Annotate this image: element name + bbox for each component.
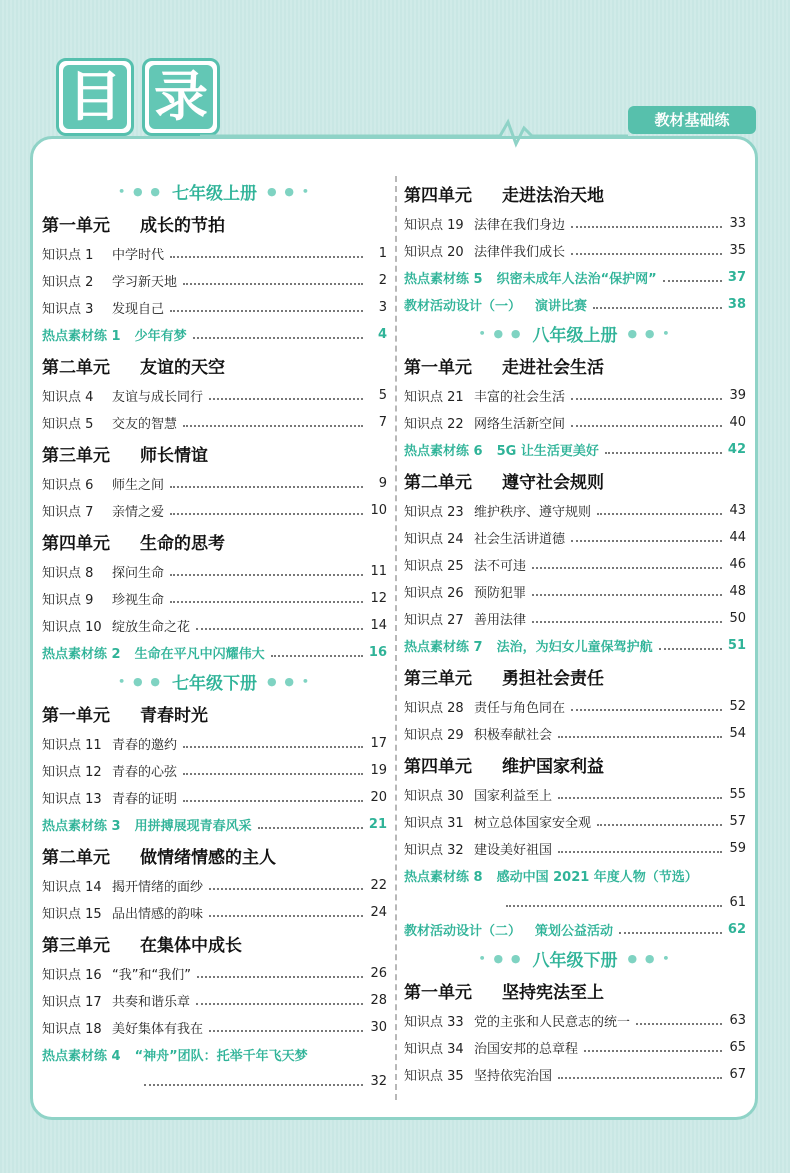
toc-entry[interactable] <box>42 757 387 784</box>
decorative-dots: ● ● • <box>627 326 672 340</box>
title-box <box>56 58 134 136</box>
leader-dots <box>663 280 722 282</box>
unit-heading <box>42 524 387 558</box>
leader-dots <box>170 310 363 312</box>
entry-title: 建设美好祖国 <box>474 843 553 858</box>
toc-entry[interactable] <box>404 808 746 835</box>
toc-entry[interactable] <box>42 267 387 294</box>
leader-dots <box>183 800 363 802</box>
leader-dots <box>209 915 363 917</box>
entry-title: 善用法律 <box>474 613 527 628</box>
leader-dots <box>532 567 722 569</box>
leader-dots <box>571 398 722 400</box>
entry-title: 丰富的社会生活 <box>474 390 566 405</box>
entry-label: 知识点 13 <box>42 792 102 807</box>
page-number: 4 <box>377 327 387 342</box>
toc-entry[interactable] <box>404 578 746 605</box>
entry-title: 品出情感的韵味 <box>112 907 204 922</box>
leader-dots <box>597 513 722 515</box>
leader-dots <box>593 307 722 309</box>
entry-label: 知识点 19 <box>404 218 464 233</box>
page-number: 22 <box>370 878 387 893</box>
toc-entry[interactable] <box>42 240 387 267</box>
entry-title: 交友的智慧 <box>112 417 178 432</box>
toc-entry-highlight[interactable] <box>404 862 746 889</box>
entry-title: 青春的邀约 <box>112 738 178 753</box>
toc-entry-continuation[interactable] <box>42 1068 387 1095</box>
unit-number: 第二单元 <box>404 472 472 493</box>
page-number: 1 <box>378 246 387 261</box>
entry-title: 网络生活新空间 <box>474 417 566 432</box>
entry-title: 维护秩序、遵守规则 <box>474 505 592 520</box>
page-number: 59 <box>729 841 746 856</box>
decorative-dots: • ● ● <box>478 326 523 340</box>
entry-label: 知识点 25 <box>404 559 464 574</box>
unit-number: 第三单元 <box>404 668 472 689</box>
toc-entry[interactable] <box>42 960 387 987</box>
page-number: 43 <box>729 503 746 518</box>
entry-title: 感动中国 2021 年度人物（节选） <box>496 870 698 885</box>
entry-label: 知识点 9 <box>42 593 94 608</box>
entry-label: 知识点 30 <box>404 789 464 804</box>
entry-label: 知识点 22 <box>404 417 464 432</box>
page-number: 7 <box>378 415 387 430</box>
leader-dots <box>170 601 363 603</box>
leader-dots <box>193 337 363 339</box>
entry-label: 热点素材练 3 <box>42 819 121 834</box>
grade-title: 八年级上册 <box>532 325 618 346</box>
entry-title: 社会生活讲道德 <box>474 532 566 547</box>
page-number: 38 <box>727 297 746 312</box>
page-number: 42 <box>727 442 746 457</box>
entry-title: 友谊与成长同行 <box>112 390 204 405</box>
title-char: 目 <box>63 65 127 129</box>
toc-entry-highlight[interactable] <box>404 291 746 318</box>
page-number: 46 <box>729 557 746 572</box>
entry-title: “神舟”团队：托举千年飞天梦 <box>134 1049 308 1064</box>
entry-label: 知识点 21 <box>404 390 464 405</box>
leader-dots <box>209 398 363 400</box>
toc-column-left <box>42 176 387 1095</box>
page-number: 30 <box>370 1020 387 1035</box>
toc-entry[interactable] <box>42 987 387 1014</box>
toc-entry[interactable] <box>42 872 387 899</box>
entry-title: 5G 让生活更美好 <box>496 444 599 459</box>
page-number: 39 <box>729 388 746 403</box>
unit-name: 走进社会生活 <box>502 357 604 378</box>
entry-label: 知识点 10 <box>42 620 102 635</box>
entry-label: 知识点 24 <box>404 532 464 547</box>
page-number: 3 <box>378 300 387 315</box>
leader-dots <box>170 574 363 576</box>
entry-title: 党的主张和人民意志的统一 <box>474 1015 631 1030</box>
toc-entry[interactable] <box>404 524 746 551</box>
leader-dots <box>170 256 363 258</box>
leader-dots <box>197 976 363 978</box>
leader-dots <box>258 827 363 829</box>
page-number: 19 <box>370 763 387 778</box>
toc-entry-highlight[interactable] <box>42 1041 387 1068</box>
entry-title: 用拼搏展现青春风采 <box>134 819 252 834</box>
leader-dots <box>571 709 722 711</box>
toc-entry[interactable] <box>42 558 387 585</box>
leader-dots <box>558 736 722 738</box>
page-number: 35 <box>729 243 746 258</box>
entry-label: 热点素材练 8 <box>404 870 483 885</box>
page-number: 32 <box>370 1074 387 1089</box>
toc-entry[interactable] <box>42 784 387 811</box>
toc-entry[interactable] <box>42 497 387 524</box>
leader-dots <box>532 594 722 596</box>
page-number: 50 <box>729 611 746 626</box>
entry-label: 知识点 29 <box>404 728 464 743</box>
unit-number: 第四单元 <box>404 185 472 206</box>
entry-title: 少年有梦 <box>134 329 187 344</box>
entry-label: 热点素材练 1 <box>42 329 121 344</box>
decorative-dots: ● ● • <box>627 951 672 965</box>
entry-label: 知识点 26 <box>404 586 464 601</box>
toc-entry[interactable] <box>42 612 387 639</box>
toc-entry[interactable] <box>42 585 387 612</box>
grade-heading <box>404 943 746 973</box>
page-number: 52 <box>729 699 746 714</box>
entry-label: 知识点 32 <box>404 843 464 858</box>
unit-name: 勇担社会责任 <box>502 668 604 689</box>
toc-entry[interactable] <box>404 551 746 578</box>
leader-dots <box>558 797 722 799</box>
section-tag: 教材基础练 <box>628 106 756 134</box>
unit-number: 第四单元 <box>404 756 472 777</box>
entry-label: 知识点 5 <box>42 417 94 432</box>
entry-title: 探问生命 <box>112 566 165 581</box>
unit-name: 坚持宪法至上 <box>502 982 604 1003</box>
grade-title: 八年级下册 <box>532 950 618 971</box>
entry-title: 预防犯罪 <box>474 586 527 601</box>
leader-dots <box>571 425 722 427</box>
entry-title: 织密未成年人法治“保护网” <box>496 272 657 287</box>
page-number: 33 <box>729 216 746 231</box>
page-number: 61 <box>729 895 746 910</box>
page-number: 57 <box>729 814 746 829</box>
title-char: 录 <box>149 65 213 129</box>
unit-name: 青春时光 <box>140 705 208 726</box>
grade-title: 七年级上册 <box>172 183 257 204</box>
leader-dots <box>636 1023 722 1025</box>
unit-number: 第一单元 <box>404 357 472 378</box>
leader-dots <box>619 932 722 934</box>
entry-label: 热点素材练 2 <box>42 647 121 662</box>
decorative-dots: • ● ● <box>118 184 162 198</box>
entry-title: 青春的证明 <box>112 792 178 807</box>
toc-column-right <box>404 176 746 1088</box>
entry-label: 知识点 12 <box>42 765 102 780</box>
leader-dots <box>532 621 722 623</box>
unit-name: 师长情谊 <box>140 445 208 466</box>
unit-name: 遵守社会规则 <box>502 472 604 493</box>
grade-heading <box>42 666 387 696</box>
page-number: 28 <box>370 993 387 1008</box>
entry-title: 亲情之爱 <box>112 505 165 520</box>
toc-entry[interactable] <box>404 1061 746 1088</box>
entry-label: 知识点 18 <box>42 1022 102 1037</box>
entry-label: 知识点 35 <box>404 1069 464 1084</box>
toc-entry[interactable] <box>404 1034 746 1061</box>
entry-title: 中学时代 <box>112 248 165 263</box>
leader-dots <box>209 888 363 890</box>
entry-label: 知识点 16 <box>42 968 102 983</box>
toc-entry[interactable] <box>42 730 387 757</box>
toc-entry[interactable] <box>404 693 746 720</box>
unit-heading <box>404 176 746 210</box>
page-number: 26 <box>370 966 387 981</box>
entry-label: 知识点 7 <box>42 505 94 520</box>
toc-entry-highlight[interactable] <box>42 639 387 666</box>
entry-title: 师生之间 <box>112 478 165 493</box>
page-number: 67 <box>729 1067 746 1082</box>
entry-title: 法律伴我们成长 <box>474 245 566 260</box>
entry-label: 知识点 33 <box>404 1015 464 1030</box>
toc-entry[interactable] <box>404 497 746 524</box>
entry-title: 美好集体有我在 <box>112 1022 204 1037</box>
entry-label: 知识点 23 <box>404 505 464 520</box>
entry-title: 揭开情绪的面纱 <box>112 880 204 895</box>
entry-label: 知识点 8 <box>42 566 94 581</box>
leader-dots <box>170 513 363 515</box>
page-number: 17 <box>370 736 387 751</box>
page-number: 51 <box>727 638 746 653</box>
toc-entry[interactable] <box>404 781 746 808</box>
page-number: 44 <box>729 530 746 545</box>
entry-title: 责任与角色同在 <box>474 701 566 716</box>
entry-label: 热点素材练 5 <box>404 272 483 287</box>
entry-title: 策划公益活动 <box>535 924 614 939</box>
toc-entry-highlight[interactable] <box>404 632 746 659</box>
page-number: 20 <box>370 790 387 805</box>
entry-title: 法治，为妇女儿童保驾护航 <box>496 640 653 655</box>
entry-title: 法律在我们身边 <box>474 218 566 233</box>
page-number: 54 <box>729 726 746 741</box>
unit-name: 做情绪情感的主人 <box>140 847 276 868</box>
toc-entry[interactable] <box>404 605 746 632</box>
page-number: 48 <box>729 584 746 599</box>
entry-title: 珍视生命 <box>112 593 165 608</box>
leader-dots <box>170 486 363 488</box>
toc-entry-highlight[interactable] <box>404 436 746 463</box>
page-number: 5 <box>378 388 387 403</box>
leader-dots <box>659 648 722 650</box>
leader-dots <box>558 851 722 853</box>
entry-title: 国家利益至上 <box>474 789 553 804</box>
toc-entry[interactable] <box>404 382 746 409</box>
unit-heading <box>404 463 746 497</box>
entry-title: 发现自己 <box>112 302 165 317</box>
toc-entry-highlight[interactable] <box>42 321 387 348</box>
entry-label: 知识点 1 <box>42 248 94 263</box>
entry-label: 热点素材练 4 <box>42 1049 121 1064</box>
toc-entry[interactable] <box>42 294 387 321</box>
entry-label: 知识点 2 <box>42 275 94 290</box>
entry-label: 知识点 31 <box>404 816 464 831</box>
leader-dots <box>605 452 722 454</box>
unit-heading <box>404 659 746 693</box>
toc-entry[interactable] <box>404 210 746 237</box>
toc-entry[interactable] <box>42 470 387 497</box>
toc-entry-highlight[interactable] <box>404 916 746 943</box>
decorative-dots: ● ● • <box>267 184 311 198</box>
page-number: 65 <box>729 1040 746 1055</box>
toc-entry[interactable] <box>42 382 387 409</box>
page-number: 14 <box>370 618 387 633</box>
decorative-dots: ● ● • <box>267 674 311 688</box>
unit-heading <box>404 348 746 382</box>
leader-dots <box>196 628 363 630</box>
decorative-wave <box>200 108 630 148</box>
entry-title: 绽放生命之花 <box>112 620 191 635</box>
page-number: 63 <box>729 1013 746 1028</box>
leader-dots <box>597 824 722 826</box>
toc-entry-continuation[interactable] <box>404 889 746 916</box>
entry-title: 积极奉献社会 <box>474 728 553 743</box>
entry-label: 知识点 20 <box>404 245 464 260</box>
leader-dots <box>144 1084 363 1086</box>
page-number: 62 <box>727 922 746 937</box>
entry-title: “我”和“我们” <box>112 968 191 983</box>
toc-entry[interactable] <box>404 1007 746 1034</box>
toc-entry-highlight[interactable] <box>42 811 387 838</box>
unit-number: 第一单元 <box>404 982 472 1003</box>
page-number: 24 <box>370 905 387 920</box>
entry-title: 青春的心弦 <box>112 765 178 780</box>
grade-title: 七年级下册 <box>172 673 257 694</box>
page-number: 37 <box>727 270 746 285</box>
entry-label: 知识点 17 <box>42 995 102 1010</box>
page-number: 11 <box>370 564 387 579</box>
toc-entry[interactable] <box>42 899 387 926</box>
toc-entry[interactable] <box>404 720 746 747</box>
unit-heading <box>404 973 746 1007</box>
leader-dots <box>506 905 722 907</box>
unit-number: 第二单元 <box>42 847 110 868</box>
entry-title: 生命在平凡中闪耀伟大 <box>134 647 265 662</box>
page-number: 10 <box>370 503 387 518</box>
unit-heading <box>42 206 387 240</box>
entry-title: 共奏和谐乐章 <box>112 995 191 1010</box>
leader-dots <box>571 540 722 542</box>
unit-heading <box>404 747 746 781</box>
leader-dots <box>271 655 363 657</box>
toc-entry[interactable] <box>42 409 387 436</box>
unit-number: 第三单元 <box>42 935 110 956</box>
column-divider <box>395 176 397 1100</box>
entry-label: 知识点 11 <box>42 738 102 753</box>
unit-number: 第三单元 <box>42 445 110 466</box>
toc-entry[interactable] <box>404 409 746 436</box>
unit-heading <box>42 838 387 872</box>
leader-dots <box>183 425 363 427</box>
unit-number: 第二单元 <box>42 357 110 378</box>
entry-title: 树立总体国家安全观 <box>474 816 592 831</box>
unit-heading <box>42 696 387 730</box>
leader-dots <box>571 253 722 255</box>
entry-label: 教材活动设计（一） <box>404 299 522 314</box>
decorative-dots: • ● ● <box>478 951 523 965</box>
unit-name: 在集体中成长 <box>140 935 242 956</box>
entry-label: 热点素材练 6 <box>404 444 483 459</box>
entry-label: 知识点 34 <box>404 1042 464 1057</box>
entry-title: 坚持依宪治国 <box>474 1069 553 1084</box>
unit-name: 生命的思考 <box>140 533 225 554</box>
entry-label: 知识点 4 <box>42 390 94 405</box>
leader-dots <box>196 1003 363 1005</box>
toc-entry[interactable] <box>404 835 746 862</box>
unit-heading <box>42 436 387 470</box>
entry-label: 教材活动设计（二） <box>404 924 522 939</box>
entry-label: 知识点 14 <box>42 880 102 895</box>
leader-dots <box>209 1030 363 1032</box>
leader-dots <box>584 1050 722 1052</box>
entry-label: 知识点 3 <box>42 302 94 317</box>
decorative-dots: • ● ● <box>118 674 162 688</box>
page-number: 55 <box>729 787 746 802</box>
grade-heading <box>404 318 746 348</box>
entry-label: 知识点 6 <box>42 478 94 493</box>
unit-number: 第一单元 <box>42 215 110 236</box>
entry-label: 知识点 15 <box>42 907 102 922</box>
leader-dots <box>183 746 363 748</box>
entry-label: 热点素材练 7 <box>404 640 483 655</box>
unit-number: 第一单元 <box>42 705 110 726</box>
entry-label: 知识点 28 <box>404 701 464 716</box>
unit-name: 维护国家利益 <box>502 756 604 777</box>
leader-dots <box>571 226 722 228</box>
unit-name: 走进法治天地 <box>502 185 604 206</box>
page-number: 9 <box>378 476 387 491</box>
unit-name: 成长的节拍 <box>140 215 225 236</box>
leader-dots <box>183 283 363 285</box>
toc-entry[interactable] <box>42 1014 387 1041</box>
unit-heading <box>42 348 387 382</box>
page-number: 40 <box>729 415 746 430</box>
unit-name: 友谊的天空 <box>140 357 225 378</box>
page-number: 12 <box>370 591 387 606</box>
toc-entry[interactable] <box>404 237 746 264</box>
grade-heading <box>42 176 387 206</box>
page-number: 16 <box>368 645 387 660</box>
entry-title: 学习新天地 <box>112 275 178 290</box>
entry-title: 治国安邦的总章程 <box>474 1042 579 1057</box>
entry-label: 知识点 27 <box>404 613 464 628</box>
toc-entry-highlight[interactable] <box>404 264 746 291</box>
leader-dots <box>183 773 363 775</box>
entry-title: 演讲比赛 <box>535 299 588 314</box>
unit-heading <box>42 926 387 960</box>
page-number: 2 <box>378 273 387 288</box>
unit-number: 第四单元 <box>42 533 110 554</box>
page-number: 21 <box>368 817 387 832</box>
leader-dots <box>558 1077 722 1079</box>
entry-title: 法不可违 <box>474 559 527 574</box>
